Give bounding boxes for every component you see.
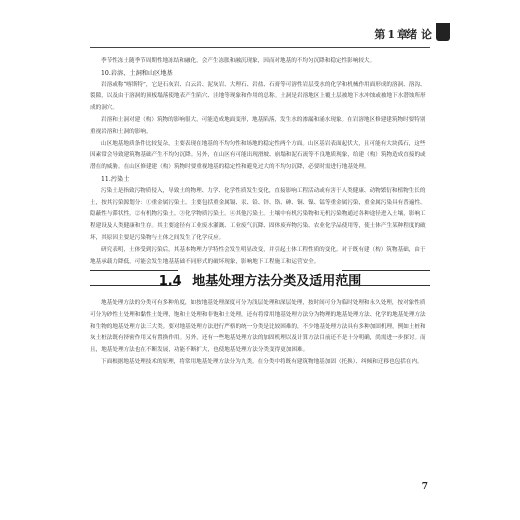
section-rule-right	[342, 270, 430, 286]
paragraph: 污染土是指致污物质侵入，导致土的物理、力学、化学性质发生变化，直接影响工程活动或有害于人类健康、动物繁衍和植物生长的土，按其污染源划分：①重金属污染土。主要包括重金属镉、汞、铅、锌、铬、砷、铜、镍、锰等重金属污染，重金属污染具有普遍性、隐蔽性与滞状性。②有机物污染土。③化学物质污染土。④其他污染土。土壤中有机污染物和无机污染物通过各种途径进入土壤，影响工程建设及人类健康和生存。其主要途径有工业废水灌溉、工业废气沉降、固体废弃物污染、农业化学品使用等，使土体产生某种程度的破坏，其原因主要是污染物与土体之间发生了化学反应。	[90, 187, 426, 241]
subheading: 11.污染土	[101, 175, 130, 183]
paragraph: 岩溶和土洞对建（构）筑物的影响很大，可能造成地面变形，地基陷落，发生水的渗漏和涌水现象。在岩溶地区修建建筑物时要特别重视岩溶和土洞的影响。	[90, 116, 426, 135]
paragraph: 下面根据地基处理技术的原理，将常用地基处理方法分为九类。在分类中将既有建筑物地基加固（托换）、纠倾和迁移也包括在内。	[101, 358, 423, 365]
page-number: 7	[421, 482, 428, 492]
paragraph: 山区地基地质条件比较复杂，主要表现在地基的不均匀性和场地的稳定性两个方面。山区基岩表面起伏大，且可能有大块孤石，这些因素常会导致建筑物基础产生不均匀沉降。另外，在山区有可能出现滑坡、崩塌和泥石流等不良地质现象，给建（构）筑物造成直接的或潜在的威胁。在山区修建建（构）筑物时要重视地基的稳定性和避免过大的不均匀沉降，必要时需进行地基处理。	[90, 140, 426, 171]
paragraph: 岩溶或称“喀斯特”，它是石灰岩、白云岩、泥灰岩、大理石、岩盐、石膏等可溶性岩层受水的化学和机械作用面形成的溶洞、溶沟、裂隙，以及由于溶洞的顶板塌落使地表产生陷穴、洼地等现象和作用的总称。土洞是岩溶地区上覆土层被地下水冲蚀或被地下水潜蚀所形成的洞穴。	[90, 81, 426, 112]
chapter-label: 第1章	[374, 28, 410, 41]
header-tab-mark	[436, 23, 450, 41]
section-number: 1.4	[158, 274, 182, 289]
chapter-title: 绪 论	[406, 28, 432, 41]
body-text-bottom	[90, 298, 430, 369]
running-header	[0, 20, 520, 50]
paragraph: 地基处理方法的分类可有多种角度，如按地基处理深度可分为浅层处理和深层处理，按时间可分为临时处理和永久处理，按对象性质可分为砂性土处理和黏性土处理，饱和土处理和非饱和土处理，还有将常用地基处理方法分为物理的地基处理方法、化学的地基处理方法和生物的地基处理方法三大类。要对地基处理方法进行严格的统一分类是比较困难的，不少地基处理方法具有多种加固机理，例如土桩和灰土桩法既有挤密作用又有置换作用。另外，还有一些地基处理方法的加固机理以及计算方法目前还不是十分明确，尚需进一步探讨。而且，地基处理方法也在不断发展，功能不断扩大，也使地基处理方法分类变得更加困难。	[90, 300, 426, 354]
section-title: 地基处理方法分类及适用范围	[192, 274, 362, 289]
section-heading	[0, 270, 520, 289]
body-text-top	[90, 56, 430, 268]
header-rule	[90, 47, 430, 48]
paragraph: 研究表明，土体受到污染后，其基本物理力学特性会发生明显改变，并引起土体工程性质的变化。对于既有建（构）筑物基础，由于地基承载力降低，可能会发生地基基础不同形式的破坏现象，影响地下工程施工和运营安全。	[90, 246, 426, 265]
paragraph: 季节性冻土随季节周期性地冻结和融化，会产生冻胀和融沉现象，因而对地基的不均匀沉降和稳定性影响较大。	[101, 58, 376, 64]
subheading: 10.岩溶、土洞和山区地基	[101, 69, 173, 77]
